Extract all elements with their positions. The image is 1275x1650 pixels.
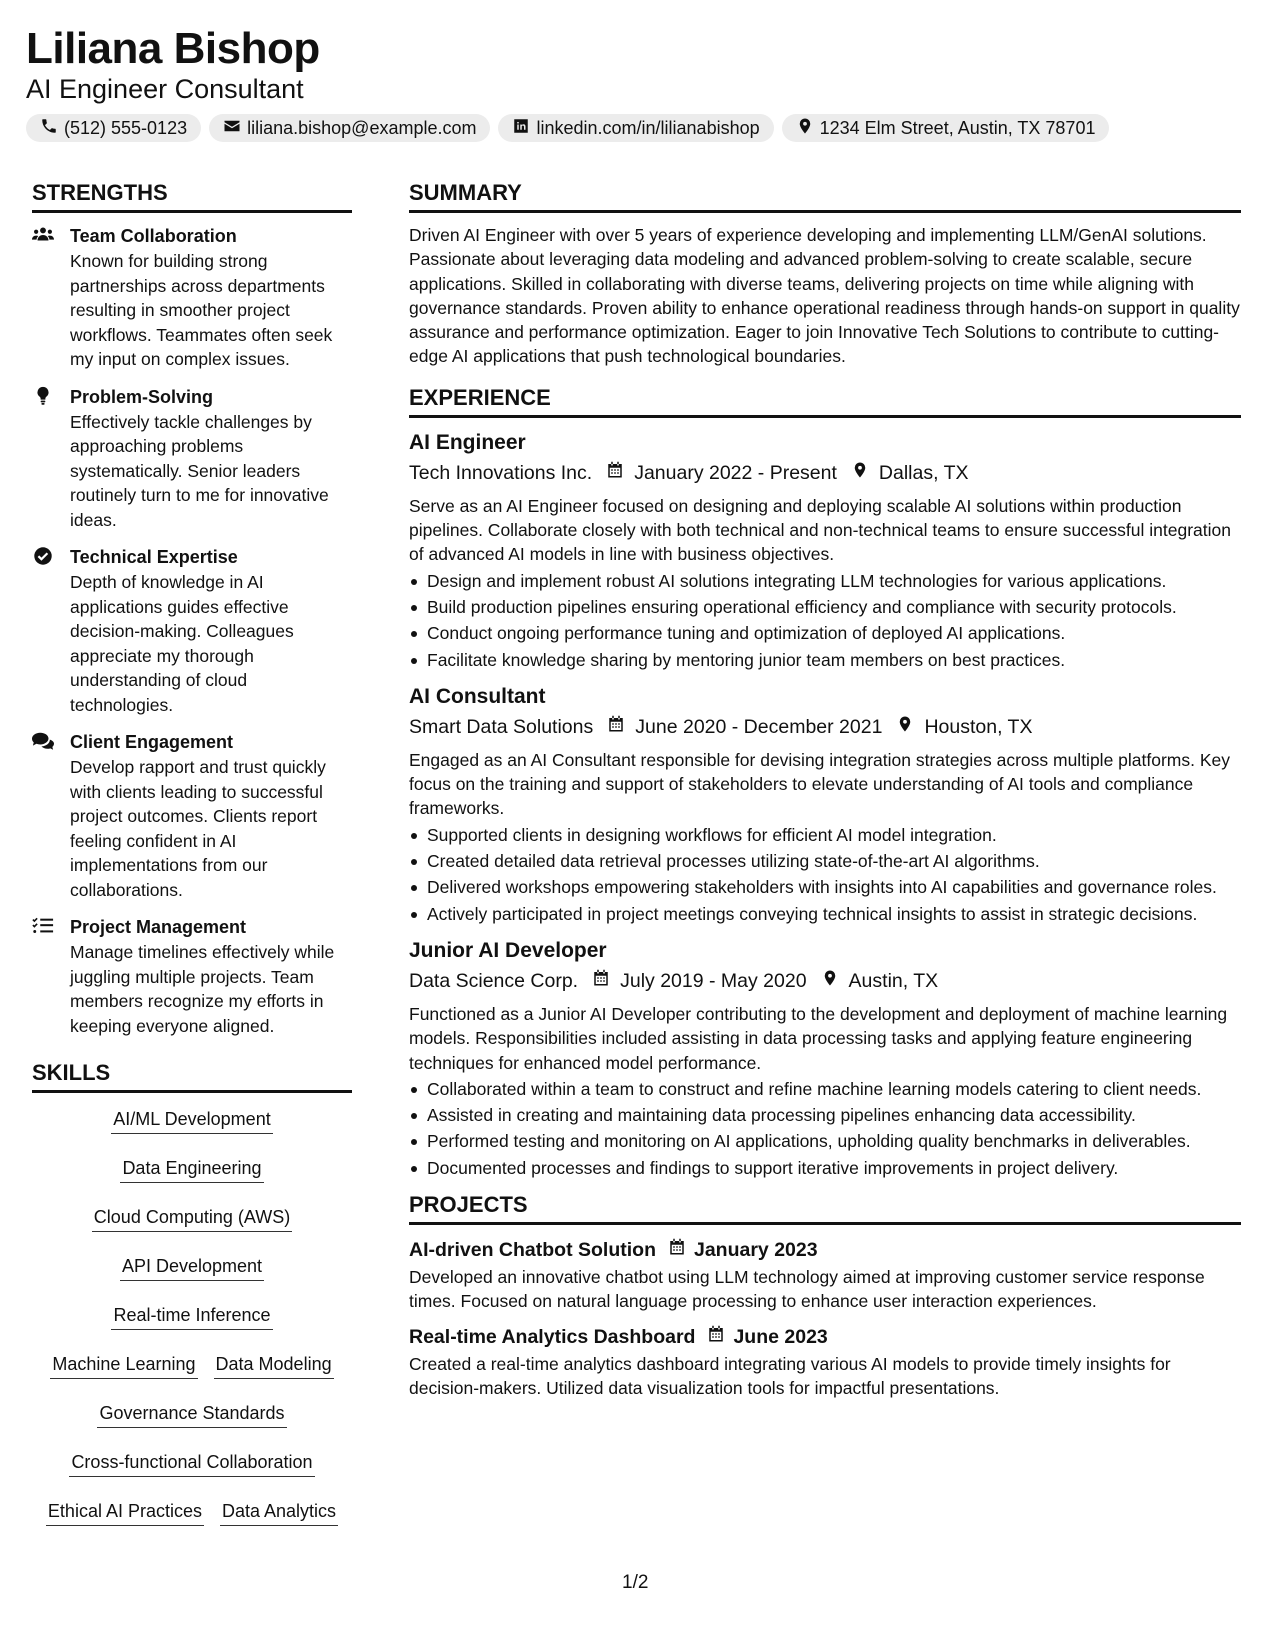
job-entry [409, 682, 1241, 926]
company-name: Tech Innovations Inc. [409, 461, 593, 484]
strength-title: Problem-Solving [70, 386, 214, 407]
location-pin-icon [837, 458, 879, 488]
lightbulb-icon [32, 386, 54, 406]
skill-tag: AI/ML Development [111, 1107, 272, 1134]
list-item: Collaborated within a team to construct and refine machine learning models catering to client needs. [409, 1077, 1241, 1101]
linkedin-text: linkedin.com/in/lilianabishop [536, 117, 760, 138]
contact-email[interactable] [209, 114, 490, 142]
right-column [409, 178, 1241, 1408]
skill-tag: Data Analytics [220, 1499, 338, 1526]
projects-heading: PROJECTS [409, 1190, 1241, 1225]
strength-desc: Effectively tackle challenges by approaching problems systematically. Senior leaders routinely turn to me for innovative ideas. [70, 411, 329, 530]
list-item: Performed testing and monitoring on AI applications, upholding quality benchmarks in deliverables. [409, 1129, 1241, 1153]
skills-heading: SKILLS [32, 1058, 352, 1093]
project-entry [409, 1235, 1241, 1314]
job-location: Austin, TX [848, 969, 939, 992]
location-pin-icon [807, 966, 849, 996]
job-dates: June 2020 - December 2021 [635, 715, 883, 738]
candidate-title: AI Engineer Consultant [26, 74, 304, 104]
project-entry [409, 1322, 1241, 1401]
list-item: Delivered workshops empowering stakeholders with insights into AI capabilities and governance roles. [409, 875, 1241, 899]
job-entry [409, 428, 1241, 672]
skill-tag: Real-time Inference [111, 1303, 272, 1330]
project-date: June 2023 [733, 1325, 828, 1348]
project-title: Real-time Analytics Dashboard [409, 1325, 696, 1348]
strength-desc: Known for building strong partnerships across departments resulting in smoother project workflows. Teammates often seek my input on complex issues. [70, 251, 333, 369]
strength-title: Project Management [70, 917, 247, 937]
skills-list [32, 1103, 352, 1526]
strength-desc: Develop rapport and trust quickly with clients leading to successful project outcomes. Clients report feeling confident in AI implementations from our collaborations. [70, 757, 326, 900]
calendar-icon [656, 1235, 694, 1265]
skill-tag: Governance Standards [97, 1401, 286, 1428]
job-dates: July 2019 - May 2020 [620, 969, 807, 992]
strengths-heading: STRENGTHS [32, 178, 352, 213]
job-bullets [409, 823, 1241, 926]
job-title: AI Consultant [409, 684, 546, 708]
calendar-icon [593, 712, 635, 742]
strength-item [32, 729, 352, 902]
candidate-name: Liliana Bishop [26, 24, 320, 73]
experience-heading: EXPERIENCE [409, 383, 1241, 418]
envelope-icon [223, 117, 241, 140]
job-location: Dallas, TX [878, 461, 969, 484]
project-date: January 2023 [693, 1239, 818, 1262]
job-location: Houston, TX [924, 715, 1033, 738]
skill-tag: API Development [120, 1254, 264, 1281]
contact-bar [26, 114, 1109, 142]
page-number: 1/2 [622, 1572, 649, 1593]
email-text: liliana.bishop@example.com [247, 117, 477, 138]
list-item: Build production pipelines ensuring operational efficiency and compliance with security protocols. [409, 595, 1241, 619]
calendar-icon [695, 1322, 733, 1352]
location-pin-icon [796, 117, 814, 140]
calendar-icon [592, 458, 634, 488]
project-desc: Created a real-time analytics dashboard integrating various AI models to provide timely insights for decision-makers. Utilized data visualization tools for impactful presentations. [409, 1353, 1171, 1398]
comments-icon [32, 731, 54, 751]
job-desc: Engaged as an AI Consultant responsible for devising integration strategies across multiple platforms. Key focus on the training and support of stakeholders to elevate understanding of AI tools and compliance frameworks. [409, 749, 1231, 819]
job-bullets [409, 569, 1241, 672]
contact-address[interactable] [782, 114, 1110, 142]
summary-heading: SUMMARY [409, 178, 1241, 213]
job-dates: January 2022 - Present [634, 461, 837, 484]
list-item: Actively participated in project meetings conveying technical insights to assist in strategic decisions. [409, 902, 1241, 926]
strength-desc: Manage timelines effectively while juggling multiple projects. Team members recognize my efforts in keeping everyone aligned. [70, 942, 335, 1036]
list-item: Supported clients in designing workflows for efficient AI model integration. [409, 823, 1241, 847]
address-text: 1234 Elm Street, Austin, TX 78701 [819, 117, 1096, 138]
list-item: Design and implement robust AI solutions integrating LLM technologies for various applications. [409, 569, 1241, 593]
contact-linkedin[interactable] [498, 114, 773, 142]
list-item: Facilitate knowledge sharing by mentoring junior team members on best practices. [409, 648, 1241, 672]
job-title: AI Engineer [409, 430, 526, 454]
project-title: AI-driven Chatbot Solution [409, 1239, 656, 1262]
strength-item [32, 223, 352, 372]
job-entry [409, 936, 1241, 1180]
location-pin-icon [882, 712, 924, 742]
linkedin-icon [512, 117, 530, 140]
project-header [409, 1235, 1241, 1265]
company-name: Data Science Corp. [409, 969, 579, 992]
contact-phone[interactable] [26, 114, 201, 142]
check-circle-icon [32, 546, 54, 566]
job-meta [409, 712, 1241, 742]
users-icon [32, 225, 54, 245]
strength-title: Technical Expertise [70, 547, 238, 567]
skill-tag: Ethical AI Practices [46, 1499, 204, 1526]
list-item: Documented processes and findings to support iterative improvements in project delivery. [409, 1156, 1241, 1180]
strength-item [32, 384, 352, 533]
job-title: Junior AI Developer [409, 938, 607, 962]
job-meta [409, 966, 1241, 996]
project-desc: Developed an innovative chatbot using LLM technology aimed at improving customer service response times. Focused on natural language processing to enhance user interaction experiences. [409, 1267, 1205, 1312]
strength-item [32, 544, 352, 717]
list-item: Conduct ongoing performance tuning and optimization of deployed AI applications. [409, 621, 1241, 645]
strength-title: Team Collaboration [70, 226, 237, 246]
strength-item [32, 914, 352, 1038]
list-check-icon [32, 916, 54, 936]
company-name: Smart Data Solutions [409, 715, 594, 738]
summary-text: Driven AI Engineer with over 5 years of experience developing and implementing LLM/GenAI solutions. Passionate about leveraging data modeling and advanced problem-solving to create scalable, secure applications. Skilled in collaborating with diverse teams, delivering projects on time while aligning with governance standards. Proven ability to enhance operational readiness through hands-on support in quality assurance and performance optimization. Eager to join Innovative Tech Solutions to contribute to cutting-edge AI applications that push technological boundaries. [409, 225, 1240, 367]
phone-text: (512) 555-0123 [64, 117, 188, 138]
skill-tag: Machine Learning [50, 1352, 197, 1379]
strength-title: Client Engagement [70, 732, 234, 752]
left-column [32, 178, 352, 1526]
skill-tag: Data Engineering [120, 1156, 263, 1183]
list-item: Assisted in creating and maintaining data processing pipelines enhancing data accessibility. [409, 1103, 1241, 1127]
job-meta [409, 458, 1241, 488]
job-desc: Functioned as a Junior AI Developer contributing to the development and deployment of machine learning models. Responsibilities included assisting in data processing tasks and applying feature engineering techniques for enhanced model performance. [409, 1003, 1228, 1073]
calendar-icon [578, 966, 620, 996]
job-bullets [409, 1077, 1241, 1180]
skill-tag: Cloud Computing (AWS) [92, 1205, 292, 1232]
job-desc: Serve as an AI Engineer focused on designing and deploying scalable AI solutions within production pipelines. Collaborate closely with both technical and non-technical teams to ensure successful integration of advanced AI models in line with business objectives. [409, 495, 1231, 565]
skill-tag: Data Modeling [214, 1352, 334, 1379]
phone-icon [40, 117, 58, 140]
project-header [409, 1322, 1241, 1352]
list-item: Created detailed data retrieval processes utilizing state-of-the-art AI algorithms. [409, 849, 1241, 873]
strength-desc: Depth of knowledge in AI applications guides effective decision-making. Colleagues appreciate my thorough understanding of cloud technologies. [70, 572, 294, 715]
skill-tag: Cross-functional Collaboration [69, 1450, 314, 1477]
